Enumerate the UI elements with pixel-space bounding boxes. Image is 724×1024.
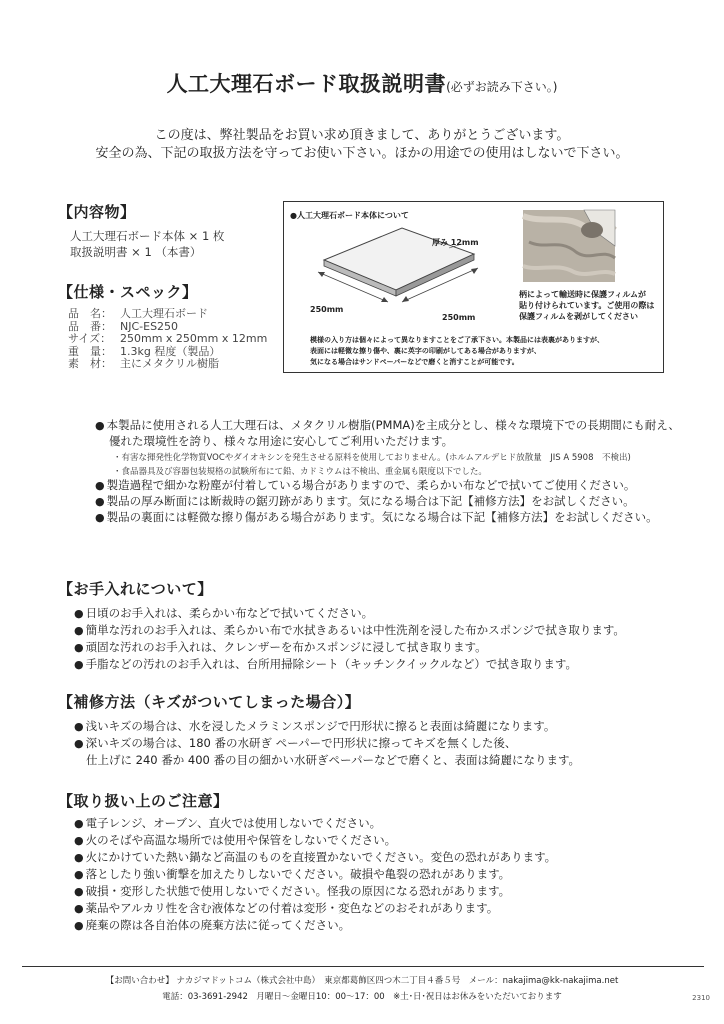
footer-hours: 電話：03-3691-2942 月曜日～金曜日10：00～17：00 ※土･日･祝日はお休みをいただいております — [162, 992, 562, 1002]
pattern-note-line: 模様の入り方は個々によって異なりますことをご了承下さい。本製品には表裏がありますが、 — [310, 336, 604, 344]
product-figure-box — [283, 201, 664, 373]
repair-list — [74, 718, 580, 768]
bullet-icon: ● — [95, 419, 105, 432]
title-sub: (必ずお読み下さい。) — [446, 80, 558, 94]
dimension-left-label: 250mm — [310, 305, 344, 314]
care-item — [74, 622, 625, 639]
bullet-icon: ● — [74, 658, 84, 671]
pattern-note — [310, 335, 604, 368]
bullet-icon: ● — [74, 737, 84, 750]
spec-value: 主にメタクリル樹脂 — [120, 357, 219, 371]
spec-label: 重 量： — [68, 344, 112, 358]
care-heading: 【お手入れについて】 — [58, 580, 213, 598]
bullet-icon: ● — [95, 495, 105, 508]
bullet-icon: ● — [74, 919, 84, 932]
bullet-icon: ● — [74, 885, 84, 898]
title-main: 人工大理石ボード取扱説明書 — [166, 72, 447, 96]
note-bullet — [95, 493, 635, 510]
caution-item — [74, 849, 556, 866]
bullet-icon: ● — [74, 902, 84, 915]
intro-line-2: 安全の為、下記の取扱方法を守ってお使い下さい。ほかの用途での使用はしないで下さい。 — [95, 146, 629, 161]
care-item — [74, 605, 625, 622]
care-item — [74, 639, 625, 656]
bullet-icon: ● — [74, 817, 84, 830]
note-bullet — [95, 477, 635, 494]
caution-heading: 【取り扱い上のご注意】 — [58, 792, 229, 810]
thickness-label: 厚み 12mm — [432, 238, 479, 247]
bullet-icon: ● — [74, 607, 84, 620]
pattern-note-line: 気になる場合はサンドペーパーなどで磨くと消すことが可能です。 — [310, 358, 519, 366]
spec-label: 品 名： — [68, 307, 112, 320]
care-text: 頑固な汚れのお手入れは、クレンザーを布かスポンジに浸して拭き取ります。 — [85, 640, 487, 654]
bullet-icon: ● — [74, 624, 84, 637]
note-text: 製品の裏面には軽微な擦り傷がある場合があります。気になる場合は下記【補修方法】をお試しください。 — [106, 510, 658, 524]
pattern-note-line: 表面には軽微な擦り傷や、裏に英字の印刷がしてある場合がありますが、 — [310, 347, 541, 355]
repair-text: 深いキズの場合は、180 番の水研ぎ ペーパーで円形状に擦ってキズを無くした後、 — [85, 736, 517, 750]
note-bullet-main — [95, 417, 680, 434]
repair-item — [74, 718, 580, 735]
bullet-icon: ● — [74, 851, 84, 864]
specs-list — [68, 308, 267, 371]
repair-text: 浅いキズの場合は、水を浸したメラミンスポンジで円形状に擦ると表面は綺麗になります。 — [85, 719, 556, 733]
footer-contact: 【お問い合わせ】 ナカジマドットコム（株式会社中島） 東京都葛飾区四つ木二丁目４番５号 メール：nakajima@kk-nakajima.net — [105, 976, 619, 986]
caution-text: 落としたり強い衝撃を加えたりしないでください。破損や亀裂の恐れがあります。 — [85, 867, 511, 881]
contents-item: 人工大理石ボード本体 × 1 枚 — [70, 229, 225, 243]
care-text: 簡単な汚れのお手入れは、柔らかい布で水拭きあるいは中性洗剤を浸した布かスポンジで拭き取ります。 — [85, 623, 625, 637]
film-note-line: 保護フィルムを剥がしてください — [519, 312, 639, 321]
caution-text: 電子レンジ、オーブン、直火では使用しないでください。 — [85, 816, 382, 830]
caution-list — [74, 815, 556, 934]
film-note — [519, 289, 654, 322]
caution-item — [74, 883, 556, 900]
caution-item — [74, 917, 556, 934]
note-text: 優れた環境性を誇り、様々な用途に安心してご利用いただけます。 — [109, 434, 454, 448]
care-text: 手脂などの汚れのお手入れは、台所用掃除シート（キッチンクイックルなど）で拭き取ります。 — [85, 657, 577, 671]
repair-continuation: 仕上げに 240 番か 400 番の目の細かい水研ぎペーパーなどで磨くと、表面は綺麗になります。 — [86, 753, 581, 767]
bullet-icon: ● — [74, 834, 84, 847]
note-bullet — [95, 509, 658, 526]
film-note-line: 貼り付けられています。ご使用の際は — [519, 301, 655, 310]
caution-text: 火にかけていた熱い鍋など高温のものを直接置かないでください。変色の恐れがあります。 — [85, 850, 557, 864]
bullet-icon: ● — [74, 641, 84, 654]
caution-text: 薬品やアルカリ性を含む液体などの付着は変形・変色などのおそれがあります。 — [85, 901, 499, 915]
note-small: ・有害な揮発性化学物質VOCやダイオキシンを発生させる原料を使用しておりません。(ホルムアルデヒド放散量 JIS A 5908 不検出) — [113, 453, 631, 463]
spec-value: NJC-ES250 — [120, 319, 179, 333]
repair-heading: 【補修方法（キズがついてしまった場合）】 — [58, 693, 361, 711]
footer-divider — [22, 966, 704, 967]
note-text: 本製品に使用される人工大理石は、メタクリル樹脂(PMMA)を主成分とし、様々な環境下での長期間にも耐え、 — [106, 418, 680, 432]
film-note-line: 柄によって輸送時に保護フィルムが — [519, 290, 647, 299]
repair-item — [74, 735, 580, 752]
bullet-icon: ● — [95, 479, 105, 492]
caution-text: 廃棄の際は各自治体の廃棄方法に従ってください。 — [85, 918, 351, 932]
note-small: ・食品器具及び容器包装規格の試験所布にて鉛、カドミウムは不検出、重金属も限度以下でした。 — [113, 467, 487, 477]
intro-line-1: この度は、弊社製品をお買い求め頂きまして、ありがとうございます。 — [154, 128, 570, 143]
spec-label: サイズ： — [68, 332, 112, 346]
page-title — [0, 68, 724, 98]
caution-text: 火のそばや高温な場所では使用や保管をしないでください。 — [85, 833, 397, 847]
spec-label: 素 材： — [68, 357, 112, 371]
spec-value: 250mm x 250mm x 12mm — [120, 332, 268, 346]
note-text: 製造過程で細かな粉塵が付着している場合がありますので、柔らかい布などで拭いてご使用ください。 — [106, 478, 636, 492]
contents-heading: 【内容物】 — [58, 203, 136, 221]
dimension-right-label: 250mm — [442, 313, 476, 322]
document-code: 2310 — [692, 994, 710, 1002]
spec-value: 人工大理石ボード — [120, 307, 208, 320]
specs-heading: 【仕様・スペック】 — [58, 283, 198, 301]
spec-row — [68, 358, 267, 371]
spec-label: 品 番： — [68, 319, 112, 333]
caution-item — [74, 832, 556, 849]
bullet-icon: ● — [74, 868, 84, 881]
figure-caption: ●人工大理石ボード本体について — [290, 211, 409, 220]
contents-item: 取扱説明書 × 1 （本書） — [70, 245, 202, 259]
caution-text: 破損・変形した状態で使用しないでください。怪我の原因になる恐れがあります。 — [85, 884, 511, 898]
care-text: 日頃のお手入れは、柔らかい布などで拭いてください。 — [85, 606, 374, 620]
note-text: 製品の厚み断面には断裁時の鋸刃跡があります。気になる場合は下記【補修方法】をお試しください。 — [106, 494, 635, 508]
caution-item — [74, 866, 556, 883]
bullet-icon: ● — [74, 720, 84, 733]
bullet-icon: ● — [95, 511, 105, 524]
caution-item — [74, 900, 556, 917]
care-list — [74, 605, 625, 673]
spec-value: 1.3kg 程度（製品） — [120, 344, 221, 358]
care-item — [74, 656, 625, 673]
caution-item — [74, 815, 556, 832]
